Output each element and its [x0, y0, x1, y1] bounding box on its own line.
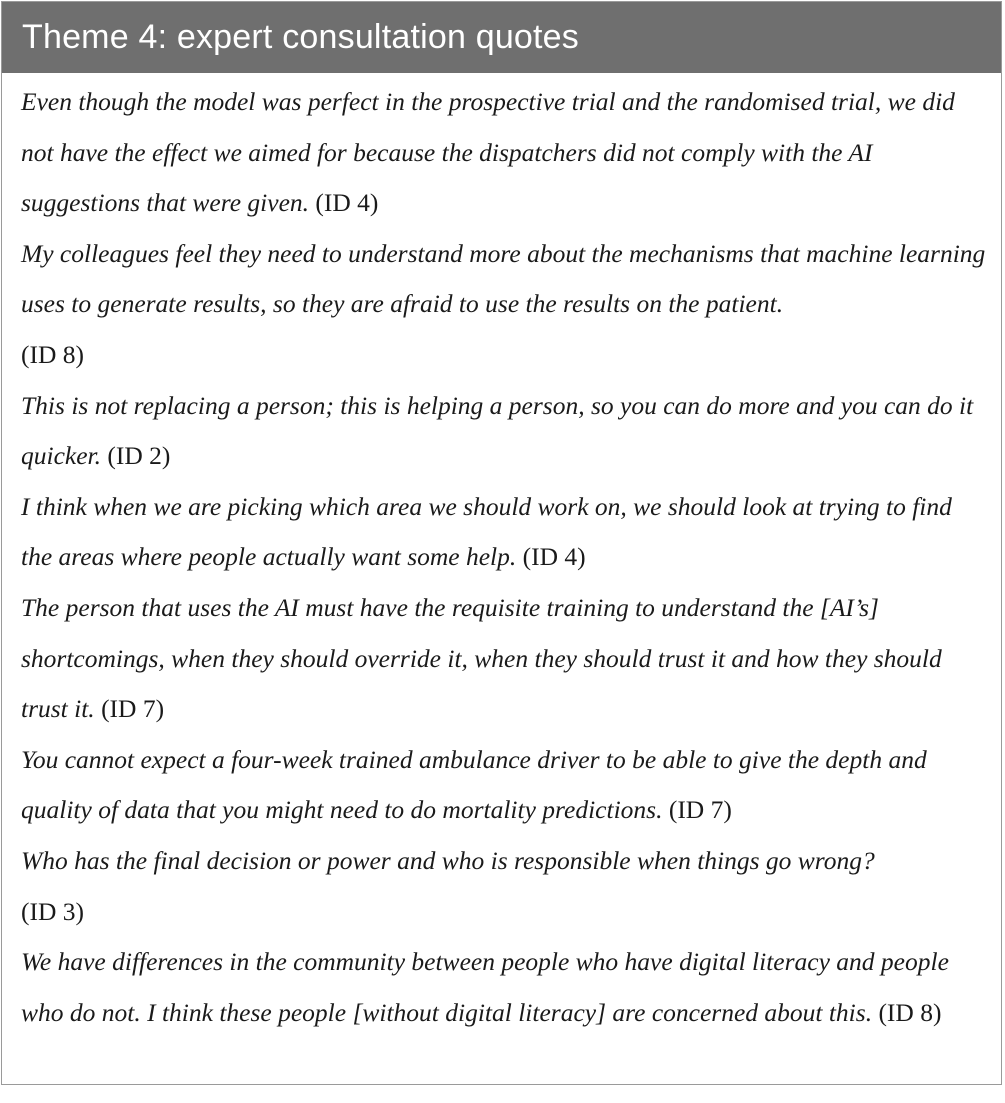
table-body [2, 73, 1001, 1038]
quote-id: (ID 4) [315, 188, 379, 218]
quote-id: (ID 3) [21, 896, 85, 926]
quote-id: (ID 7) [101, 694, 165, 724]
quote-id: (ID 7) [668, 795, 732, 825]
quote-7 [21, 836, 987, 937]
quote-id: (ID 8) [878, 997, 942, 1027]
quote-text: Even though the model was perfect in the prospective trial and the randomised trial, we did not have the effect we aimed for because the dispatchers did not comply with the AI suggestions that were given. [21, 87, 955, 218]
quote-2 [21, 229, 987, 381]
table-title: Theme 4: expert consultation quotes [2, 2, 1001, 73]
quote-text: This is not replacing a person; this is helping a person, so you can do more and you can do it quicker. [21, 390, 974, 471]
quotes-table [1, 1, 1002, 1085]
quote-id: (ID 2) [107, 441, 171, 471]
quote-text: Who has the final decision or power and who is responsible when things go wrong? [21, 845, 875, 875]
quote-text: You cannot expect a four-week trained ambulance driver to be able to give the depth and quality of data that you might need to do mortality predictions. [21, 744, 927, 825]
quote-text: I think when we are picking which area we should work on, we should look at trying to find the areas where people actually want some help. [21, 491, 952, 572]
quote-text: The person that uses the AI must have the requisite training to understand the [AI’s] shortcomings, when they should override it, when they should trust it and how they should trust it. [21, 592, 942, 724]
quote-text: My colleagues feel they need to understand more about the mechanisms that machine learning uses to generate results, so they are afraid to use the results on the patient. [21, 238, 986, 319]
quote-5 [21, 583, 987, 735]
quote-8 [21, 937, 987, 1038]
quote-6 [21, 735, 987, 836]
quote-id: (ID 4) [522, 542, 586, 572]
quote-3 [21, 381, 987, 482]
quote-1 [21, 77, 987, 229]
quote-text: We have differences in the community between people who have digital literacy and people who do not. I think these people [without digital literacy] are concerned about this. [21, 947, 949, 1027]
quote-id: (ID 8) [21, 339, 85, 369]
quote-4 [21, 482, 987, 583]
